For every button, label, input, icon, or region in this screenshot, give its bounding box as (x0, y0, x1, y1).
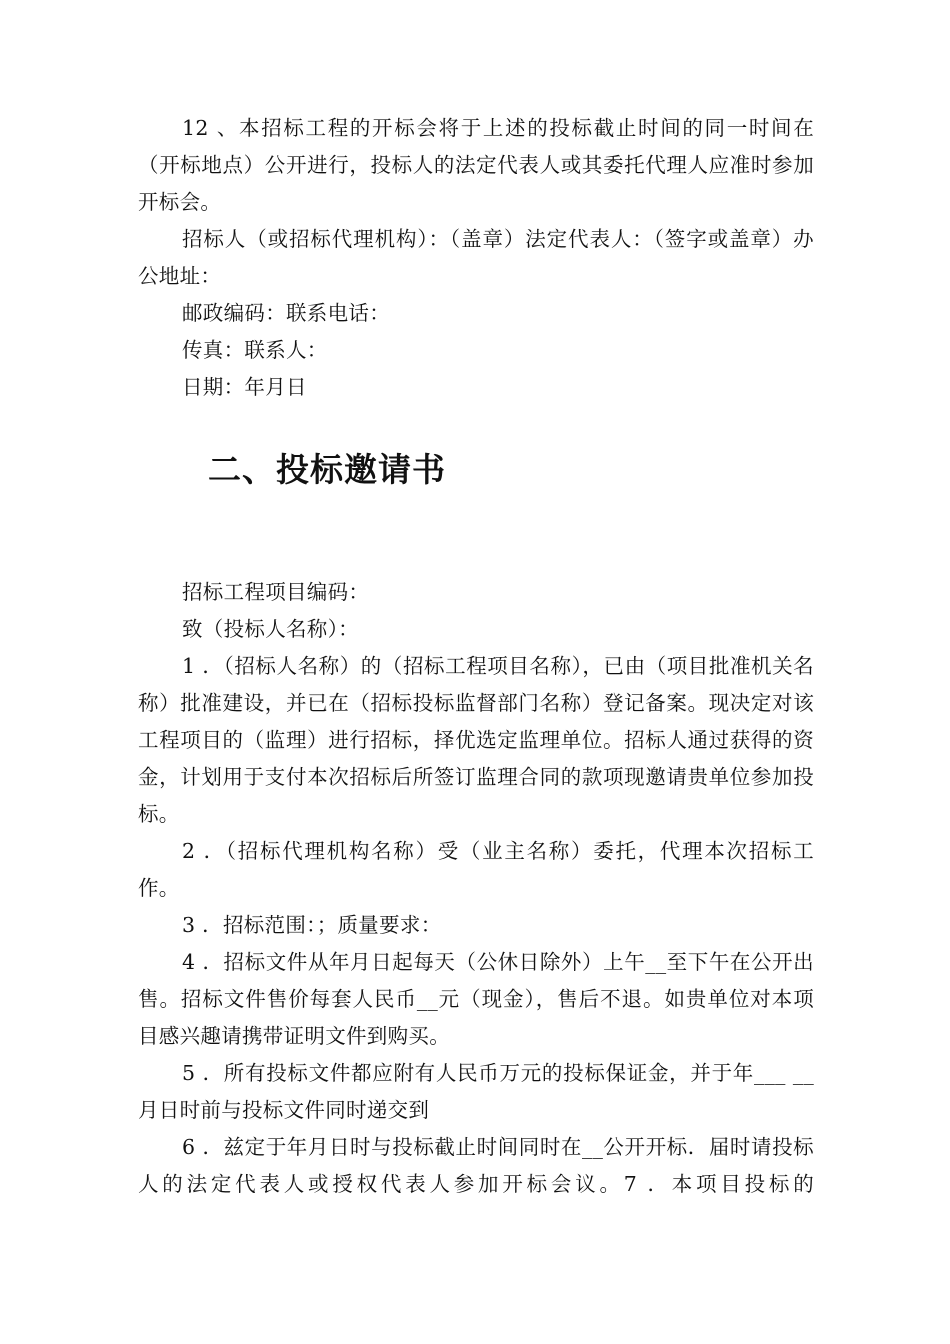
paragraph-item-12: 12 、本招标工程的开标会将于上述的投标截止时间的同一时间在（开标地点）公开进行，投标人的法定代表人或其委托代理人应准时参加开标会。 (138, 116, 814, 214)
paragraph-fax-contact: 传真：联系人： (182, 338, 328, 362)
paragraph-item-1: 1 ．（招标人名称）的（招标工程项目名称），已由（项目批准机关名称）批准建设，并已在（招标投标监督部门名称）登记备案。现决定对该工程项目的（监理）进行招标，择优选定监理单位。招标人通过获得的资金，计划用于支付本次招标后所签订监理合同的款项现邀请贵单位参加投标。 (138, 654, 814, 826)
spacer (138, 492, 814, 574)
paragraph-postal-phone: 邮政编码：联系电话： (182, 301, 390, 325)
paragraph-item-6-7: 6 ．兹定于年月日时与投标截止时间同时在__公开开标．届时请投标人的法定代表人或授权代表人参加开标会议。7 ．本项目投标的 (138, 1135, 814, 1196)
paragraph-signature-block: 招标人（或招标代理机构）：（盖章）法定代表人：（签字或盖章）办公地址： (138, 227, 814, 288)
section-heading: 二、投标邀请书 (208, 450, 446, 489)
paragraph-date: 日期：年月日 (182, 375, 307, 399)
paragraph-item-3: 3 ．招标范围：；质量要求： (182, 913, 442, 937)
paragraph-project-code: 招标工程项目编码： (182, 580, 370, 604)
paragraph-item-4: 4 ．招标文件从年月日起每天（公休日除外）上午__至下午在公开出售。招标文件售价每套人民币__元（现金），售后不退。如贵单位对本项目感兴趣请携带证明文件到购买。 (138, 950, 814, 1048)
document-body (138, 110, 814, 1203)
paragraph-item-5: 5 ．所有投标文件都应附有人民币万元的投标保证金，并于年___ __月日时前与投标文件同时递交到 (138, 1061, 814, 1122)
paragraph-addressee: 致（投标人名称）： (182, 617, 359, 641)
paragraph-item-2: 2 ．（招标代理机构名称）受（业主名称）委托，代理本次招标工作。 (138, 839, 814, 900)
spacer (138, 406, 814, 448)
